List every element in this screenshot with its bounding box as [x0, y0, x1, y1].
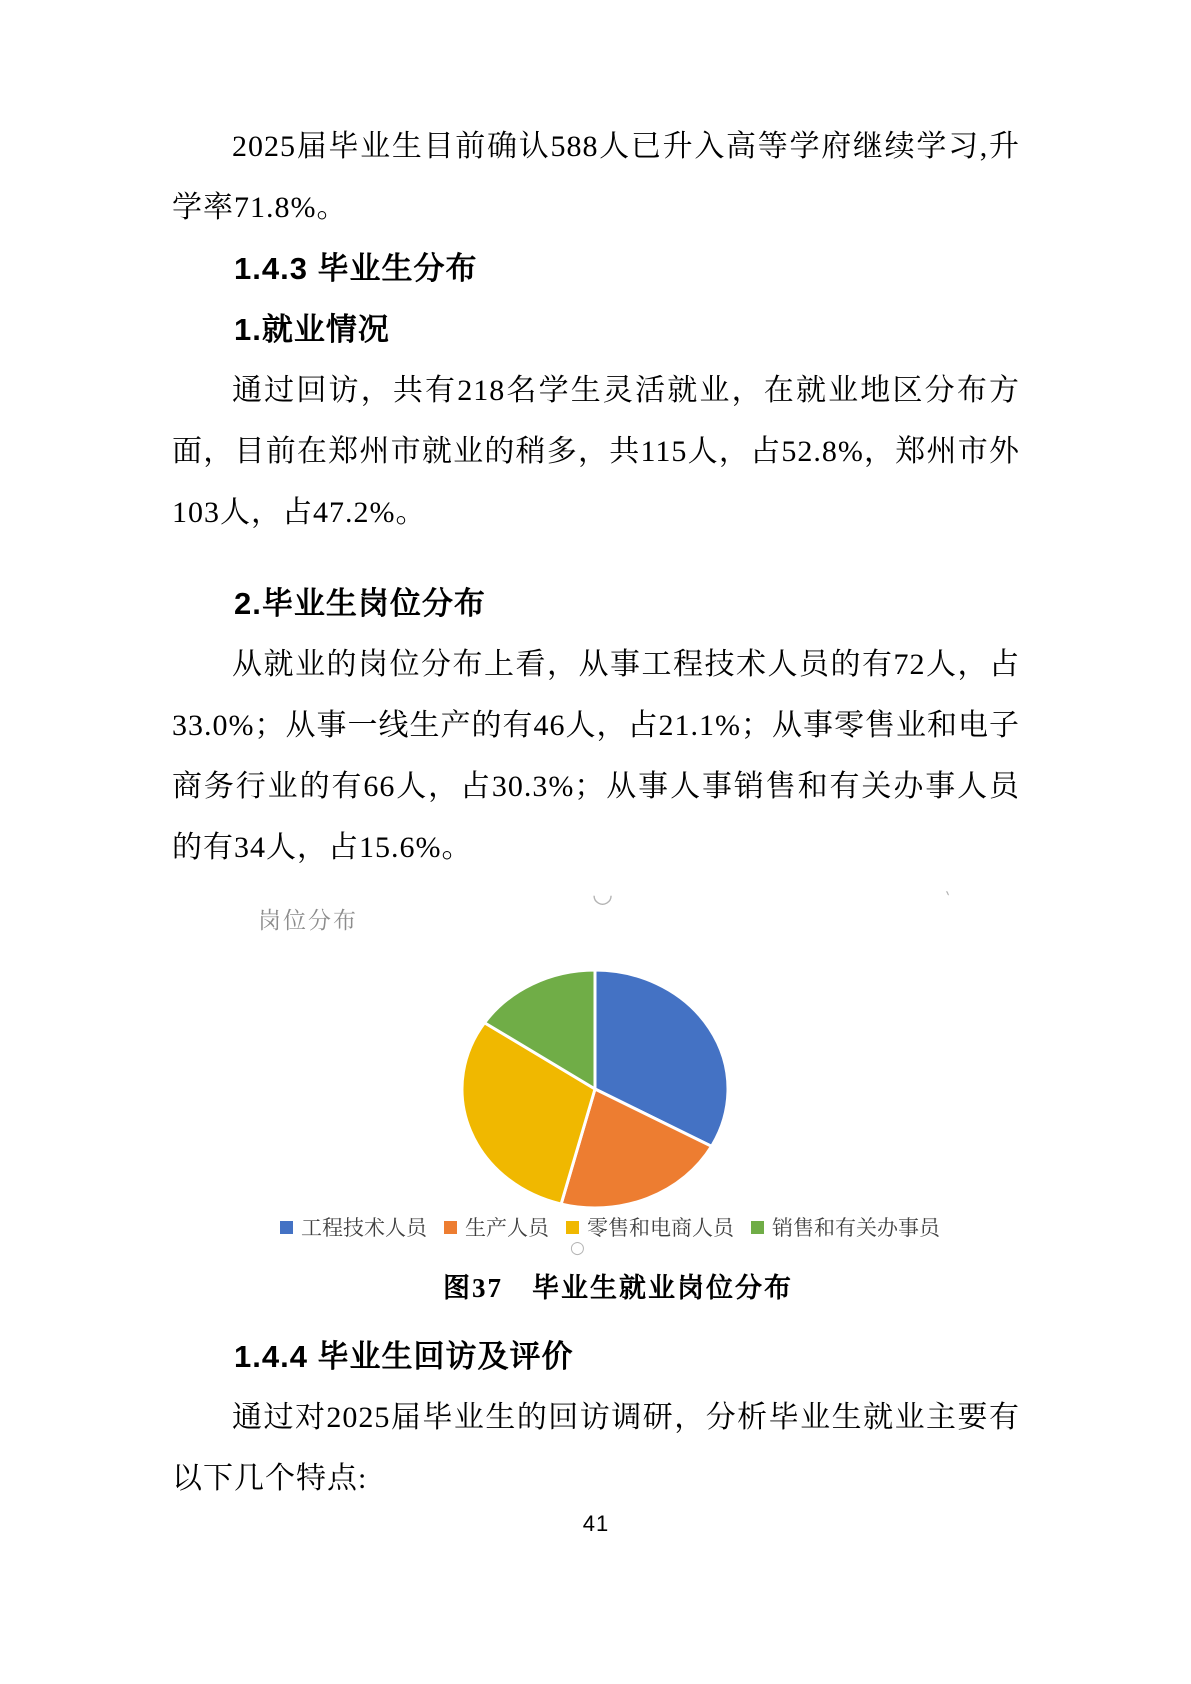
- legend-swatch: [280, 1221, 293, 1234]
- legend-swatch: [566, 1221, 579, 1234]
- chart-legend: [186, 1212, 1034, 1242]
- scan-artifact: ˋ: [939, 889, 954, 912]
- legend-item: [280, 1212, 427, 1242]
- legend-label: 工程技术人员: [301, 1217, 427, 1240]
- paragraph-follow-up: 通过对2025届毕业生的回访调研，分析毕业生就业主要有以下几个特点:: [172, 1401, 1020, 1495]
- legend-swatch: [751, 1221, 764, 1234]
- subheading-post-distribution: 2.毕业生岗位分布: [234, 586, 486, 621]
- paragraph-employment-region: 通过回访，共有218名学生灵活就业，在就业地区分布方面，目前在郑州市就业的稍多，共115人，占52.8%，郑州市外103人，占47.2%。: [172, 374, 1020, 529]
- section-heading-1-4-3: 1.4.3 毕业生分布: [234, 251, 478, 286]
- legend-item: [444, 1212, 549, 1242]
- scan-artifact: ○: [570, 1238, 585, 1258]
- subheading-employment-situation: 1.就业情况: [234, 312, 390, 347]
- legend-label: 零售和电商人员: [587, 1217, 734, 1240]
- pie-chart: [458, 966, 732, 1212]
- figure-37: [172, 878, 1020, 1318]
- page-number: 41: [582, 1511, 610, 1536]
- legend-item: [566, 1212, 734, 1242]
- legend-label: 销售和有关办事员: [772, 1217, 940, 1240]
- legend-label: 生产人员: [465, 1217, 549, 1240]
- chart-title: 岗位分布: [258, 907, 358, 933]
- scan-artifact: ◡: [592, 880, 613, 908]
- legend-item: [751, 1212, 940, 1242]
- figure-caption: 图37 毕业生就业岗位分布: [443, 1273, 793, 1303]
- paragraph-post-distribution: 从就业的岗位分布上看，从事工程技术人员的有72人，占33.0%；从事一线生产的有46人，占21.1%；从事零售业和电子商务行业的有66人，占30.3%；从事人事销售和有关办事人员的有34人，占15.6%。: [172, 648, 1020, 864]
- section-heading-1-4-4: 1.4.4 毕业生回访及评价: [234, 1339, 574, 1374]
- legend-swatch: [444, 1221, 457, 1234]
- paragraph-enrollment: 2025届毕业生目前确认588人已升入高等学府继续学习,升学率71.8%。: [172, 130, 1020, 224]
